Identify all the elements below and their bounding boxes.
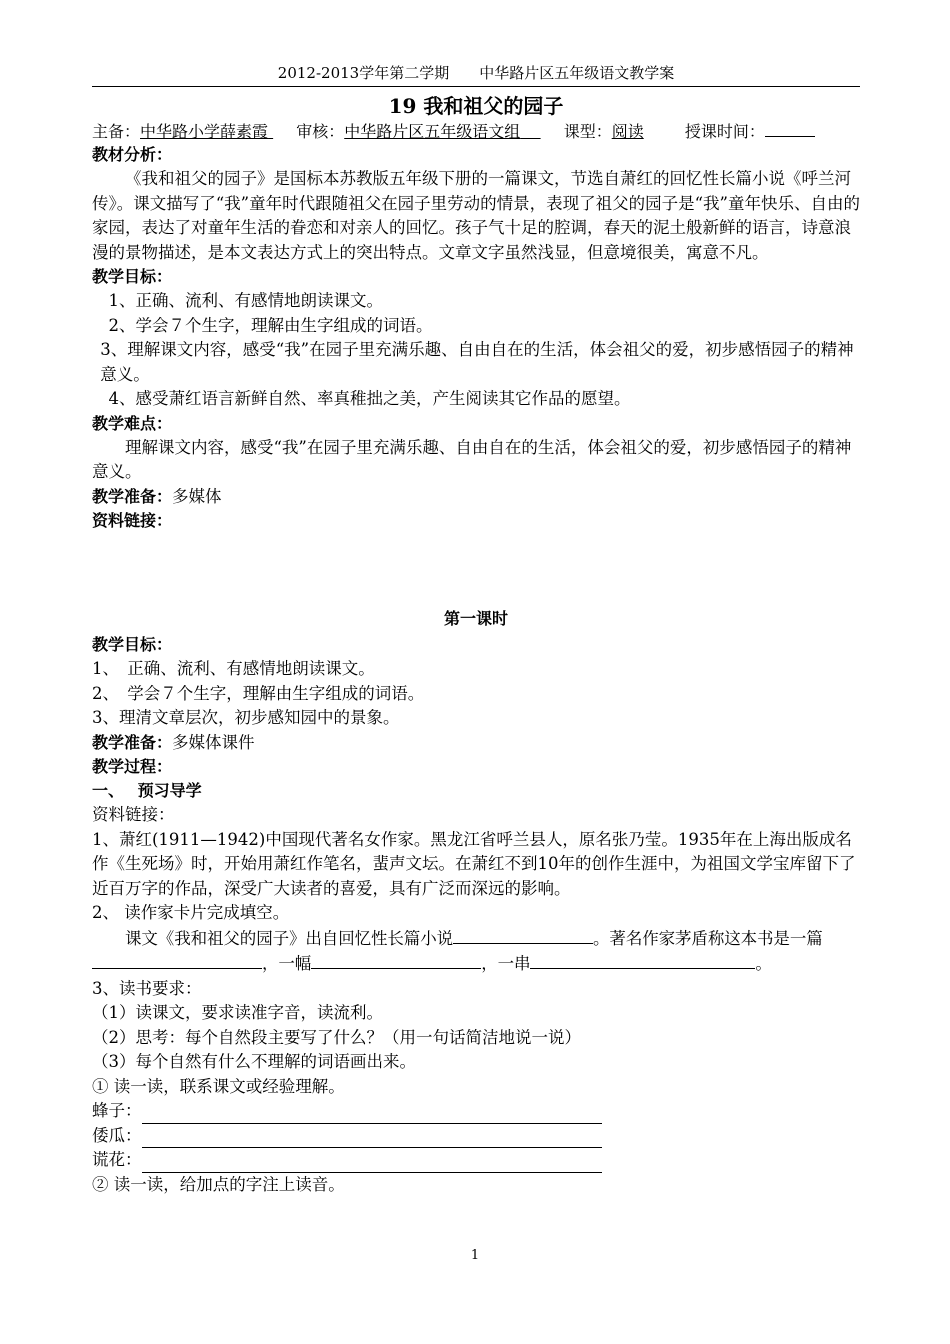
card-text: ，一串 (481, 954, 531, 973)
analysis-text: 《我和祖父的园子》是国标本苏教版五年级下册的一篇课文，节选自萧红的回忆性长篇小说《呼兰河传》。课文描写了“我”童年时代跟随祖父在园子里劳动的情景，表现了祖父的园子是“我”童年快乐、自由的家园，表达了对童年生活的眷恋和对亲人的回忆。孩子气十足的腔调，春天的泥土般新鲜的语言，诗意浪漫的景物描述，是本文表达方式上的突出特点。文章文字虽然浅显，但意境很美，寓意不凡。 (92, 169, 860, 262)
step1-heading: 一、 预习导学 (92, 781, 202, 800)
word-answer-line[interactable] (142, 1105, 602, 1124)
goals2-heading: 教学目标： (92, 635, 173, 654)
reviewer-label: 审核： (296, 122, 345, 141)
word-answer-line[interactable] (142, 1154, 602, 1173)
prep2-heading: 教学准备： (92, 732, 173, 752)
links-label: 资料链接： (92, 805, 175, 824)
author-bio: 1、萧红(1911—1942)中国现代著名女作家。黑龙江省呼兰县人，原名张乃莹。1935年在上海出版成名作《生死场》时，开始用萧红作笔名，蜚声文坛。在萧红不到10年的创作生涯中，为祖国文学宝库留下了近百万字的作品，深受广大读者的喜爱，具有广泛而深远的影响。 (92, 829, 856, 898)
reading-item: （3）每个自然有什么不理解的词语画出来。 (92, 1052, 416, 1071)
reviewer-value: 中华路片区五年级语文组 (344, 122, 521, 141)
card-text: 课文《我和祖父的园子》出自回忆性长篇小说 (125, 928, 454, 948)
goal-item: 1、正确、流利、有感情地朗读课文。 (108, 291, 383, 310)
blank-3[interactable] (530, 951, 755, 969)
card-text: ，一幅 (262, 954, 312, 973)
process-heading: 教学过程： (92, 757, 173, 776)
difficulty-heading: 教学难点： (92, 413, 173, 433)
reading-heading: 3、读书要求： (92, 978, 202, 998)
card-text: 。 (755, 954, 772, 973)
page-header: 2012-2013学年第二学期 中华路片区五年级语文教学案 (92, 62, 860, 87)
time-label: 授课时间： (684, 122, 765, 141)
goal-item: 3、理解课文内容，感受“我”在园子里充满乐趣、自由自在的生活，体会祖父的爱，初步感悟园子的精神意义。 (100, 340, 854, 384)
page-number: 1 (470, 1248, 480, 1263)
prep-line (92, 485, 860, 510)
goal2-item: 1、 正确、流利、有感情地朗读课文。 (92, 659, 375, 678)
goal2-item: 3、理清文章层次，初步感知园中的景象。 (92, 708, 400, 727)
goals-heading: 教学目标： (92, 267, 173, 286)
author-label: 主备： (92, 122, 141, 141)
word-row (92, 1148, 860, 1173)
meta-line (92, 119, 860, 143)
lesson-title: 19 我和祖父的园子 (388, 94, 564, 118)
goal2-item: 2、 学会７个生字，理解由生字组成的词语。 (92, 683, 425, 703)
blank-2[interactable] (311, 951, 481, 969)
card-text: 。著名作家茅盾称这本书是一篇 (593, 928, 823, 948)
prep-value: 多媒体 (172, 486, 222, 506)
goal-item: 4、感受萧红语言新鲜自然、率真稚拙之美，产生阅读其它作品的愿望。 (108, 389, 631, 408)
word-label: 倭瓜： (92, 1125, 142, 1145)
word-label: 蜂子： (92, 1101, 142, 1120)
author-value: 中华路小学薛素霞 (140, 122, 269, 141)
novel-blank[interactable] (453, 926, 593, 944)
prep2-line (92, 731, 860, 756)
read-instruction-1: ① 读一读，联系课文或经验理解。 (92, 1076, 345, 1096)
word-answer-line[interactable] (142, 1129, 602, 1148)
reading-item: （2）思考：每个自然段主要写了什么？（用一句话简洁地说一说） (92, 1027, 581, 1047)
time-blank (765, 119, 815, 137)
analysis-heading: 教材分析： (92, 145, 173, 164)
type-value: 阅读 (611, 122, 644, 141)
reading-item: （1）读课文，要求读准字音，读流利。 (92, 1003, 383, 1022)
prep2-value: 多媒体课件 (172, 732, 255, 752)
word-row (92, 1124, 860, 1149)
type-label: 课型： (563, 122, 612, 141)
read-instruction-2: ② 读一读，给加点的字注上读音。 (92, 1174, 345, 1194)
difficulty-text: 理解课文内容，感受“我”在园子里充满乐趣、自由自在的生活，体会祖父的爱，初步感悟园子的精神意义。 (92, 437, 852, 481)
goal-item: 2、学会７个生字，理解由生字组成的词语。 (108, 315, 433, 335)
prep-heading: 教学准备： (92, 486, 173, 506)
links-heading: 资料链接： (92, 511, 173, 530)
document-page (92, 62, 860, 1197)
card-heading: 2、 读作家卡片完成填空。 (92, 903, 290, 922)
card-fill-text (92, 926, 860, 977)
blank-1[interactable] (92, 951, 262, 969)
lesson-period-title: 第一课时 (443, 609, 508, 628)
word-label: 谎花： (92, 1150, 142, 1169)
word-row (92, 1099, 860, 1124)
